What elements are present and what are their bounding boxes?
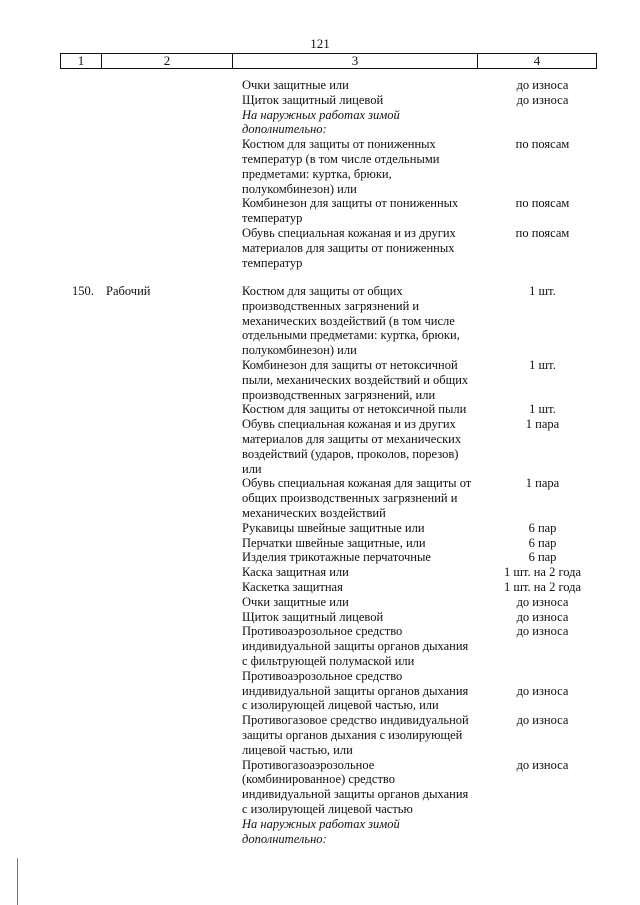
item-description: полукомбинезон) или (242, 181, 357, 196)
item-description: Противоаэрозольное средство (242, 668, 403, 683)
item-description: температур (в том числе отдельными (242, 152, 440, 166)
item-description: Очки защитные или (242, 594, 349, 609)
item-norm: 6 пар (528, 550, 557, 565)
item-description: индивидуальной защиты органов дыхания (242, 639, 469, 654)
item-description: Обувь специальная кожаная и из других (242, 417, 456, 432)
item-description: воздействий (ударов, проколов, порезов) (242, 446, 459, 461)
item-norm: до износа (516, 92, 569, 107)
item-norm: 1 шт. на 2 года (503, 580, 582, 594)
item-description: производственных загрязнений, или (242, 387, 436, 402)
item-norm: 1 пара (525, 476, 560, 491)
item-description: Щиток защитный лицевой (242, 609, 384, 624)
item-norm: 1 шт. (529, 402, 556, 417)
section-note: На наружных работах зимой (242, 816, 400, 831)
item-description: механических воздействий (242, 506, 386, 520)
item-description: индивидуальной защиты органов дыхания (242, 787, 469, 802)
item-description: отдельными предметами: куртка, брюки, (242, 328, 460, 343)
section-note: дополнительно: (242, 122, 327, 137)
header-col-3: 3 (233, 54, 478, 68)
page-number: 121 (310, 36, 330, 51)
table-header-row (60, 53, 597, 69)
item-description: Рукавицы швейные защитные или (242, 520, 425, 535)
item-norm: 1 шт. (529, 358, 556, 372)
item-description: с изолирующей лицевой частью (242, 802, 413, 816)
item-description: Обувь специальная кожаная для защиты от (242, 476, 472, 491)
item-description: (комбинированное) средство (242, 772, 395, 787)
item-description: Щиток защитный лицевой (242, 92, 384, 107)
item-description: Костюм для защиты от пониженных (242, 137, 436, 152)
item-description: лицевой частью, или (242, 742, 353, 757)
item-norm: по поясам (515, 196, 570, 211)
item-norm: до износа (516, 78, 569, 92)
header-col-4: 4 (533, 53, 541, 68)
item-norm: по поясам (515, 137, 570, 152)
item-description: Противоаэрозольное средство (242, 624, 403, 639)
item-description: Противогазовое средство индивидуальной (242, 713, 469, 728)
item-norm: до износа (516, 683, 569, 698)
item-description: индивидуальной защиты органов дыхания (242, 683, 469, 698)
header-col-1: 1 (61, 54, 102, 68)
item-description: защиты органов дыхания с изолирующей (242, 728, 463, 742)
profession-name: Рабочий (106, 284, 151, 298)
item-description: механических воздействий (в том числе (242, 313, 455, 328)
item-norm: 6 пар (528, 535, 557, 550)
item-description: Перчатки швейные защитные, или (242, 535, 426, 550)
item-description: Изделия трикотажные перчаточные (242, 550, 431, 565)
item-description: Обувь специальная кожаная и из других (242, 226, 456, 240)
item-description: пыли, механических воздействий и общих (242, 372, 469, 387)
item-norm: до износа (516, 594, 569, 609)
item-norm: до износа (516, 609, 569, 624)
item-description: с изолирующей лицевой частью, или (242, 698, 439, 713)
item-description: температур (242, 211, 303, 226)
item-norm: 1 шт. на 2 года (503, 565, 582, 580)
item-description: Костюм для защиты от нетоксичной пыли (242, 402, 467, 417)
item-norm: до износа (516, 624, 569, 639)
item-norm: 1 пара (525, 417, 560, 432)
item-norm: 6 пар (528, 520, 557, 535)
item-description: Каскетка защитная (242, 580, 343, 594)
item-norm: до износа (516, 713, 569, 728)
section-note: На наружных работах зимой (242, 107, 400, 122)
row-number: 150. (72, 284, 94, 298)
section-note: дополнительно: (242, 831, 327, 846)
item-description: производственных загрязнений и (242, 298, 420, 313)
item-norm: до износа (516, 757, 569, 772)
item-norm: по поясам (515, 226, 570, 240)
page-edge-line (17, 858, 18, 905)
item-description: с фильтрующей полумаской или (242, 654, 415, 668)
item-description: Костюм для защиты от общих (242, 284, 403, 298)
item-description: общих производственных загрязнений и (242, 491, 458, 506)
item-description: Противогазоаэрозольное (242, 757, 375, 772)
header-col-2: 2 (102, 54, 233, 68)
item-description: предметами: куртка, брюки, (242, 166, 392, 181)
item-norm: 1 шт. (529, 284, 556, 298)
item-description: материалов для защиты от механических (242, 432, 462, 446)
item-description: Каска защитная или (242, 565, 349, 580)
item-description: Очки защитные или (242, 78, 349, 92)
item-description: полукомбинезон) или (242, 343, 357, 358)
item-description: температур (242, 255, 303, 270)
item-description: или (242, 461, 262, 476)
item-description: материалов для защиты от пониженных (242, 240, 455, 255)
item-description: Комбинезон для защиты от нетоксичной (242, 358, 458, 372)
item-description: Комбинезон для защиты от пониженных (242, 196, 459, 211)
